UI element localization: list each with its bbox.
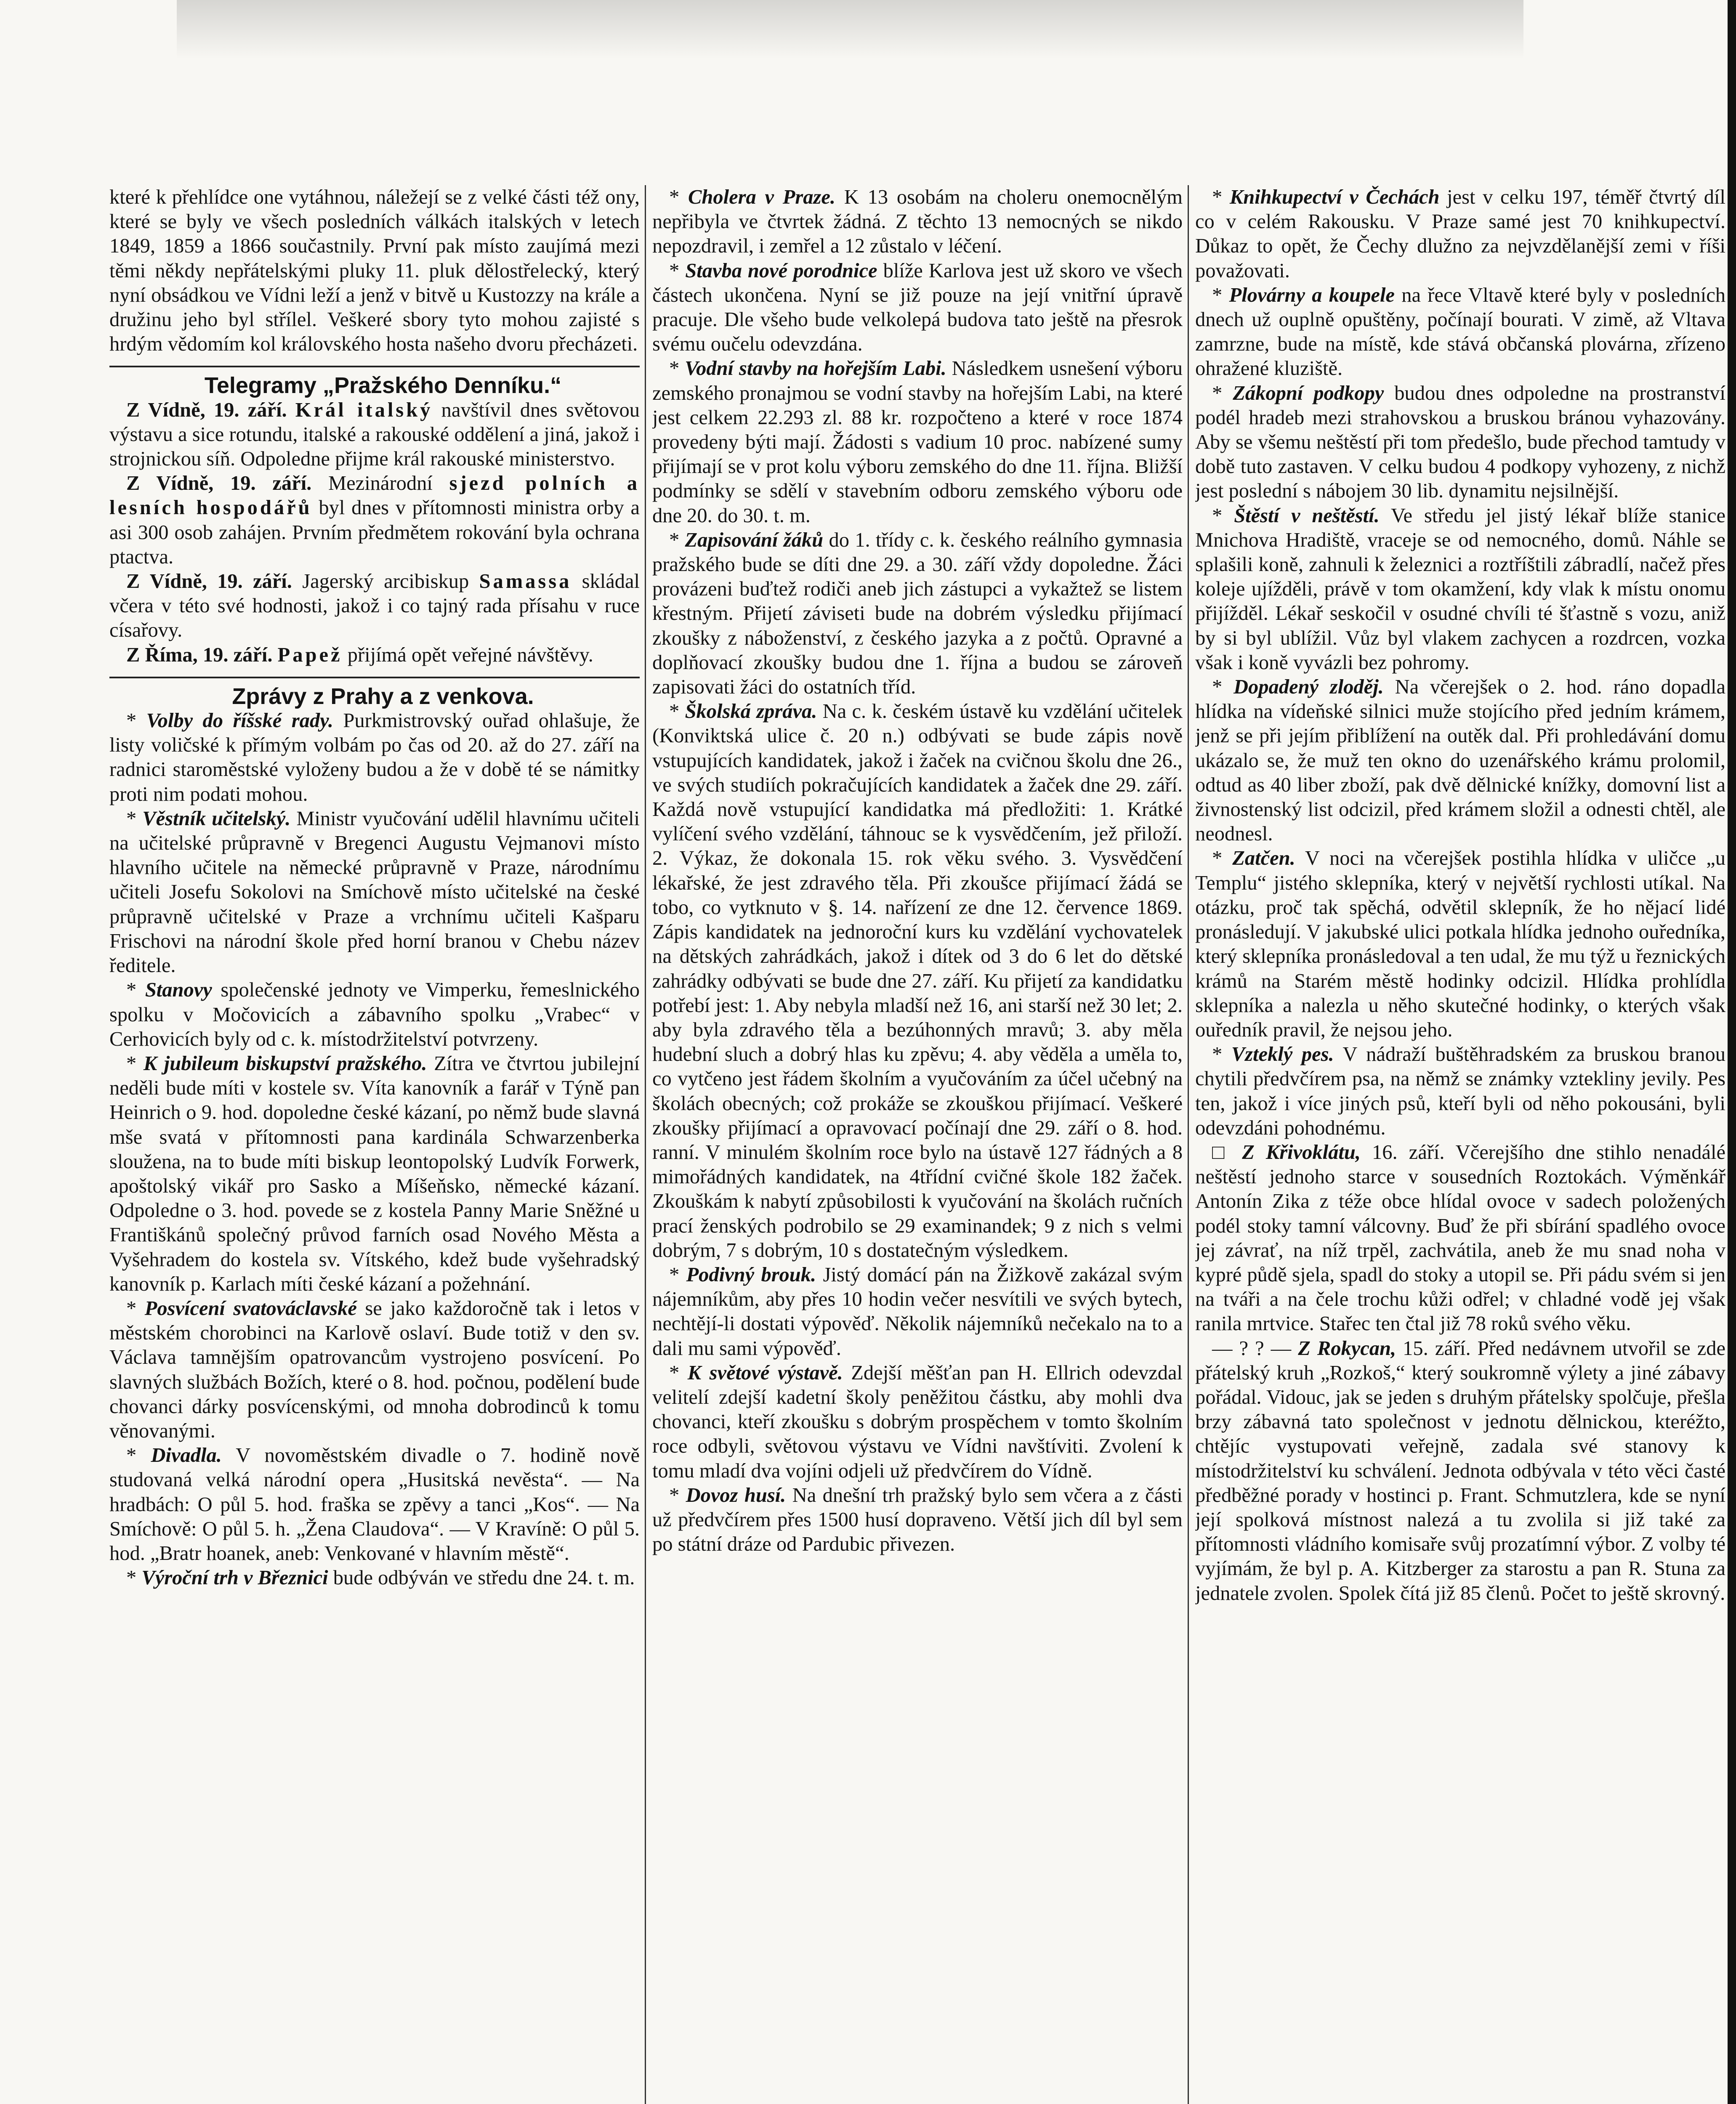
telegram-item: Z Vídně, 19. září. Král italský navštívil dnes světovou výstavu a sice rotundu, italské a rakouské oddělení a jiná, jakož i strojnickou síň. Odpoledne přijme král rakouské ministerstvo. [109,398,640,470]
news-item: * Školská zpráva. Na c. k. českém ústavě ku vzdělání učitelek (Konviktská ulice č. 20 n.) odbývati se bude zápis nově vstupujících kandidatek, jakož i žaček na cvičnou školu dne 26., ve svých studiích pokračujících kandidatek a žaček dne 29. září. Každá nově vstupující kandidatka má předložiti: 1. Krátké vylíčení svého vzdělání, táhnouc se k vysvědčením, jež přiloží. 2. Výkaz, že dokonala 15. rok věku svého. 3. Vysvědčení lékařské, že jest zdravého těla. Při zkoušce přijímací žádá se tobo, co vytknuto v §. 14. nařízení ze dne 12. července 1869. Zápis kandidatek na jednoroční kurs ku vzdělání vychovatelek na dětských zahrádkách, jakož i dítek od 3 do 6 let do dětské zahrádky odbývati se bude dne 27. září. Ku přijetí za kandidatku potřebí jest: 1. Aby nebyla mladší než 16, ani starší než 30 let; 2. aby byla zdravého těla a bezúhonných mravů; 3. aby měla hudební sluch a dobrý hlas ku zpěvu; 4. aby věděla a uměla to, co vytčeno jest řádem školním a vyučováním za účel učebný na školách obecných; což prokáže se zkouškou přijímací. Veškeré zkoušky přijímací a opravovací počínají dne 29. září o 8. hod. ranní. V minulém školním roce bylo na ústavě 127 řádných a 8 mimořádných kandidatek, na 4třídní cvičné škole 182 žaček. Zkouškám k nabytí způsobilosti k vyučování na školách ručních prací ženských podrobilo se 29 examinandek; 9 z nich s velmi dobrým, 7 s dobrým, 10 s dostatečným výsledkem. [652,700,1183,1262]
news-item: * Zapisování žáků do 1. třídy c. k. českého reálního gymnasia pražského bude se díti dne 29. a 30. září vždy dopoledne. Žáci provázeni buďtež rodiči aneb jich zástupci a vykažtež se listem křestným. Přijetí záviseti bude na dobrém výsledku přijímací zkoušky z náboženství, z českého jazyka a z počtů. Opravné a doplňovací zkoušky budou dne 1. října a budou se zároveň zapisovati žáci do ostatních tříd. [652,529,1183,699]
news-item: * Volby do říšské rady. Purkmistrovský ouřad ohlašuje, že listy voličské k přímým volbám po čas od 20. až do 27. září na radnici staroměstské vyloženy budou a že v době té se námitky proti nim podati mohou. [109,709,640,805]
news-item: * Dovoz husí. Na dnešní trh pražský bylo sem včera a z části už předvčírem přes 1500 husí dopraveno. Větší jich díl byl sem po státní dráze od Pardubic přivezen. [652,1484,1183,1556]
section-divider [109,366,640,367]
column-rule-1 [645,185,646,2104]
column-2 [652,185,1183,2104]
news-item: * Knihkupectví v Čechách jest v celku 197, téměř čtvrtý díl co v celém Rakousku. V Praze samé jest 70 knihkupectví. Důkaz to opět, že Čechy dlužno za nejvzdělanější zemi v říši považovati. [1195,186,1725,282]
column-1 [109,185,640,2104]
news-item: * Zatčen. V noci na včerejšek postihla hlídka v uličce „u Templu“ jistého sklepníka, který v největší rychlosti utíkal. Na otázku, proč tak spěchá, odvětil sklepník, že ho nějací lidé pronásledují. V jakubské ulici potkala hlídka jednoho ouředníka, který sklepníka pronásledoval a ten udal, že mu týž u řeznických krámů na Starém městě hodinky odcizil. Hlídka prohlídla sklepníka a nalezla u něho skutečné hodinky, o kterých však ouředník pravil, že nejsou jeho. [1195,847,1725,1041]
news-item: * Štěstí v neštěstí. Ve středu jel jistý lékař blíže stanice Mnichova Hradiště, vraceje se od nemocného, domů. Náhle se splašili koně, zahnuli k železnici a roztříštili zábradlí, načež přes koleje ujížděli, právě v tom okamžení, kdy vlak k místu onomu přijížděl. Lékař seskočil v osudné chvíli té šťastně s vozu, aniž by si byl ublížil. Vůz byl vlakem zachycen a rozdrcen, vozka však i koně vyvázli bez pohromy. [1195,504,1725,674]
news-item: * Výroční trh v Březnici bude odbýván ve středu dne 24. t. m. [126,1567,635,1589]
news-item: * Vodní stavby na hořejším Labi. Následkem usnešení výboru zemského pronajmou se vodní stavby na hořejším Labi, na které jest celkem 22.293 zl. 88 kr. rozpočteno a které v roce 1874 provedeny býti mají. Žádosti s vadium 10 proc. nabízené sumy přijímají se v prot kolu výboru zemského do dne 11. října. Bližší podmínky se sdělí v stavebním odboru zemského výboru ode dne 20. do 30. t. m. [652,357,1183,527]
news-item: * Plovárny a koupele na řece Vltavě které byly v posledních dnech už ouplně opuštěny, počínají bourati. V zimě, až Vltava zamrzne, bude na místě, kde stává občanská plovárna, zřízeno ohražené kluziště. [1195,284,1725,380]
news-item: * Podivný brouk. Jistý domácí pán na Žižkově zakázal svým nájemníkům, aby přes 10 hodin večer nesvítili ve svých bytech, nechtějí-li dostati výpověď. Několik nájemníků nečekalo na to a dali mu sami výpověď. [652,1263,1183,1360]
section-title-telegrams: Telegramy „Pražského Denníku.“ [204,373,562,398]
article-continuation: které k přehlídce one vytáhnou, náležejí se z velké části též ony, které se byly ve všech posledních válkách italských v letech 1849, 1859 a 1866 součastnily. První pak místo zaujímá mezi těmi někdy nepřátelskými pluky 11. pluk dělostřelecký, který nyní obsádkou ve Vídni leží a jenž v bitvě u Kustozzy na krále a družinu jeho byl střílel. Veškeré sbory tyto mohou zajisté s hrdým vědomím kol královského hosta našeho dvoru přecházeti. [109,186,640,356]
section-divider [109,677,640,678]
news-item: * Dopadený zloděj. Na včerejšek o 2. hod. ráno dopadla hlídka na vídeňské silnici muže stojícího před jedním krámem, jenž se při jejím přiblížení na outěk dal. Při prohledávání domu ukázalo se, že muž ten okno do uzenářského krámu prolomil, odtud as 40 liber zboží, pak dvě dělnické knížky, domovní list a živnostenský list odcizil, před krámem složil a odnesti chtěl, ale neodnesl. [1195,676,1725,845]
news-item: * K světové výstavě. Zdejší měšťan pan H. Ellrich odevzdal velitelí zdejší kadetní školy peněžitou částku, aby mohli dva chovanci, kteří zkoušku s dobrým prospěchem v tomto školním roce odbyli, světovou výstavu ve Vídni navštíviti. Zvolení k tomu mladí dva vojíni odjeli už předvčírem do Vídně. [652,1361,1183,1482]
news-item: * Vzteklý pes. V nádraží buštěhradském za bruskou branou chytili předvčírem psa, na němž se známky vztekliny jevily. Pes ten, jakož i více jiných psů, kteří byli od něho pokousáni, byli odevzdáni pohodnému. [1195,1043,1725,1139]
correspondence-item: □ Z Křivoklátu, 16. září. Včerejšího dne stihlo nenadálé neštěstí jednoho starce v sousedních Roztokách. Výměnkář Antonín Zika z téže obce hlídal ovoce v sadech položených podél stoky tamní válcovny. Buď že při sbírání spadlého ovoce jej závrať, na níž trpěl, zachvátila, aneb že mu snad noha v kypré půdě sjela, spadl do stoky a utopil se. Při pádu svém si jen na tváři a na čele trochu kůži odřel; v chladné vodě jej však ranila mrtvice. Stařec ten čtal již 78 roků svého věku. [1195,1141,1725,1335]
telegram-item: Z Vídně, 19. září. Jagerský arcibiskup Samassa skládal včera v této své hodnosti, jakož i co tajný rada přísahu v ruce císařovy. [109,570,640,642]
telegram-item: Z Vídně, 19. září. Mezinárodní sjezd polních a lesních hospodářů byl dnes v přítomnosti ministra orby a asi 300 osob zahájen. Prvním předmětem rokování byla ochrana ptactva. [109,472,640,568]
news-item: * Cholera v Praze. K 13 osobám na choleru onemocnělým nepřibyla ve čtvrtek žádná. Z těchto 13 nemocných se nikdo nepozdravil, i zemřel a 12 zůstalo v léčení. [652,186,1183,258]
column-rule-2 [1188,185,1189,2104]
news-item: * Posvícení svatováclavské se jako každoročně tak i letos v městském chorobinci na Karlově oslaví. Bude totiž v den sv. Václava tamnějším opatrovancům vystrojeno posvícení. Po slavných službách Božích, které o 8. hod. počnou, podělení bude chovanci dárky posvícenskými, od mnoha dobrodinců k tomu věnovanými. [109,1297,640,1442]
news-item: * Divadla. V novoměstském divadle o 7. hodině nově studovaná velká národní opera „Husitská nevěsta“. — Na hradbách: O půl 5. hod. fraška se zpěvy a tanci „Kos“. — Na Smíchově: O půl 5. h. „Žena Claudova“. — V Kravíně: O půl 5. hod. „Bratr hoanek, aneb: Venkované v hlavním městě“. [109,1444,640,1565]
correspondence-item: — ? ? — Z Rokycan, 15. září. Před nedávnem utvořil se zde přátelský kruh „Rozkoš,“ který soukromně výlety a jiné zábavy pořádal. Vidouc, jak se jeden s druhým přátelsky spolčuje, přešla brzy zábavná tato společnost v jednotu dělnickou, kteréžto, chtějíc vystupovati veřejně, zadala své stanovy k místodržitelství ku schválení. Jednota odbývala v této věci časté předběžné porady v hostinci p. Frant. Schmutzlera, kde se nyní její spolková místnost nalezá a tu zvolila si již také za přítomnosti vládního komisaře svůj prozatímní výbor. Z volby té vyjímám, že byl p. A. Kitzberger za starostu a pan R. Stuna za jednatele zvolen. Spolek čítá již 85 členů. Počet to ještě skrovný. [1195,1337,1725,1605]
news-item: * K jubileum biskupství pražského. Zítra ve čtvrtou jubilejní neděli bude míti v kostele sv. Víta kanovník a farář v Týně pan Heinrich o 9. hod. dopoledne české kázaní, po němž bude slavná mše svatá v přítomnosti pana kardinála Schwarzenberka sloužena, na to bude míti biskup leontopolský Ludvík Forwerk, apoštolský vikář pro Sasko a Míšeňsko, německé kázaní. Odpoledne o 3. hod. povede se z kostela Panny Marie Sněžné u Františkánů společný průvod farních osad Nového Města a Vyšehradem do kostela sv. Vítského, kdež bude vyšehradský kanovník p. Karlach míti české kázaní a požehnání. [109,1052,640,1295]
news-item: * Zákopní podkopy budou dnes odpoledne na prostranství podél hradeb mezi strahovskou a bruskou bránou vyhazovány. Aby se všemu neštěstí při tom předešlo, bude přechod tamtudy v době tuto zastaven. V celku budou 4 podkopy vyhozeny, z nichž jest poslední s nábojem 30 lib. dynamitu nejsilnější. [1195,382,1725,502]
news-item: * Stavba nové porodnice blíže Karlova jest už skoro ve všech částech ukončena. Nyní se již pouze na její vnitřní úpravě pracuje. Dle všeho bude velkolepá budova tato ještě na přesrok svému oučelu odevzdána. [652,259,1183,356]
telegram-item: Z Říma, 19. září. Papež přijímá opět veřejné návštěvy. [126,643,593,666]
scan-border-right [1728,0,1736,2104]
masthead-bleed-through [177,0,1523,59]
column-3 [1195,185,1725,2104]
news-item: * Stanovy společenské jednoty ve Vimperku, řemeslnického spolku v Močovicích a zábavního spolku „Vrabec“ v Cerhovicích byly od c. k. místodržitelství potvrzeny. [109,979,640,1050]
news-item: * Věstník učitelský. Ministr vyučování udělil hlavnímu učiteli na učitelské průpravně v Bregenci Augustu Vejmanovi místo hlavního učitele na německé průpravně v Praze, národnímu učiteli Josefu Sokolovi na Smíchově místo učitelské na české průpravně učitelské v Praze a vrchnímu učiteli Kašparu Frischovi na národní škole před horní branou v Chebu název ředitele. [109,807,640,977]
section-title-news: Zprávy z Prahy a z venkova. [232,683,534,709]
